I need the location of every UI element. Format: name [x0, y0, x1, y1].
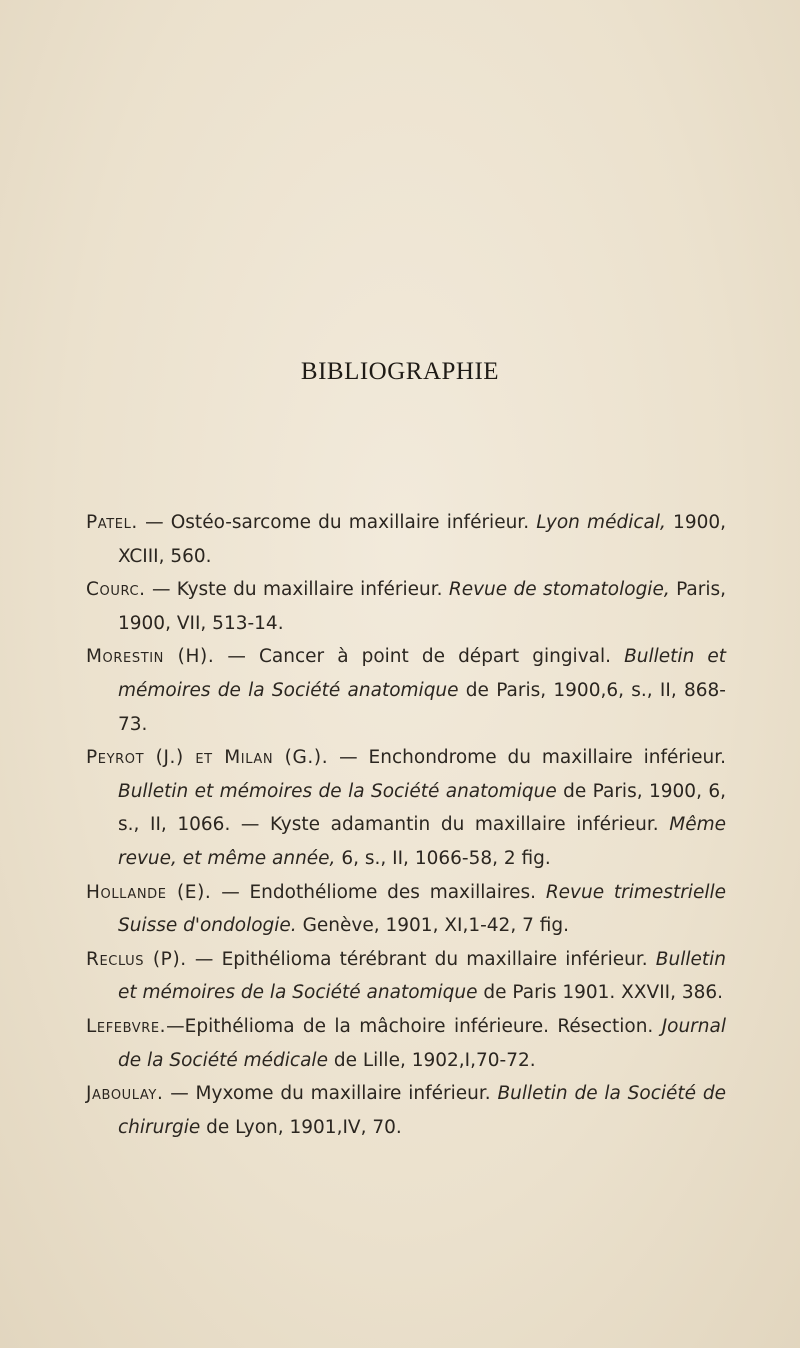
entry-details: 1900, XCIII, 560.	[118, 512, 727, 567]
entry-details: de Lyon, 1901,IV, 70.	[200, 1116, 402, 1138]
entry-text: — Cancer à point de départ gingival.	[214, 646, 625, 668]
entry-author: Reclus (P).	[86, 948, 187, 970]
bibliography-entry	[86, 943, 726, 1010]
page-title: BIBLIOGRAPHIE	[300, 358, 500, 385]
entry-author: Jaboulay.	[86, 1083, 164, 1105]
entry-author: Morestin (H).	[86, 646, 215, 668]
entry-journal: Bulletin et mémoires de la Société anatomique	[118, 646, 727, 701]
entry-text: — Kyste du maxillaire inférieur.	[145, 579, 449, 601]
entry-author: Peyrot (J.) et Milan (G.).	[86, 747, 329, 769]
entry-details: 6, s., II, 1066-58, 2 fig.	[335, 847, 551, 869]
entry-details: de Lille, 1902,I,70-72.	[327, 1049, 536, 1071]
bibliography-entry	[86, 1010, 726, 1077]
entry-author: Lefebvre.	[86, 1015, 167, 1037]
entry-details: de Paris 1901. XXVII, 386.	[477, 982, 724, 1004]
entry-journal: Lyon médical,	[536, 512, 666, 533]
bibliography-entry	[86, 741, 726, 875]
entry-details: Genève, 1901, XI,1-42, 7 fig.	[296, 915, 570, 937]
entry-text: — Enchondrome du maxillaire inférieur.	[328, 747, 726, 769]
entry-author: Patel.	[86, 512, 138, 533]
entry-details: de Paris, 1900, 6, s., II, 1066. — Kyste adamantin du maxillaire inférieur.	[118, 780, 727, 836]
entry-journal: Bulletin et mémoires de la Société anatomique	[118, 948, 726, 1004]
entry-journal: Revue trimestrielle Suisse d'ondologie.	[118, 881, 726, 937]
entry-journal: Revue de stomatologie,	[448, 579, 670, 601]
entry-author: Courc.	[86, 579, 146, 601]
entry-journal: Bulletin et mémoires de la Société anatomique	[118, 780, 557, 802]
entry-text: —Epithélioma de la mâchoire inférieure. Résection.	[166, 1015, 662, 1037]
bibliography-entry	[86, 573, 726, 640]
bibliography-entry	[86, 640, 726, 741]
entry-details: Paris, 1900, VII, 513-14.	[118, 579, 726, 634]
entry-details: de Paris, 1900,6, s., II, 868-73.	[118, 679, 726, 735]
entry-journal: Journal de la Société médicale	[118, 1015, 726, 1071]
entry-journal: Même revue, et même année,	[118, 814, 726, 869]
entry-journal: Bulletin de la Société de chirurgie	[118, 1083, 726, 1138]
bibliography-entry	[86, 506, 726, 573]
entry-text: — Endothéliome des maxillaires.	[211, 881, 546, 903]
entry-author: Hollande (E).	[86, 881, 212, 903]
bibliography-list	[86, 506, 726, 1144]
bibliography-entry	[86, 876, 726, 943]
entry-text: — Ostéo-sarcome du maxillaire inférieur.	[137, 512, 537, 533]
entry-text: — Epithélioma térébrant du maxillaire inférieur.	[186, 948, 656, 970]
bibliography-entry	[86, 1077, 726, 1144]
entry-text: — Myxome du maxillaire inférieur.	[163, 1083, 498, 1105]
